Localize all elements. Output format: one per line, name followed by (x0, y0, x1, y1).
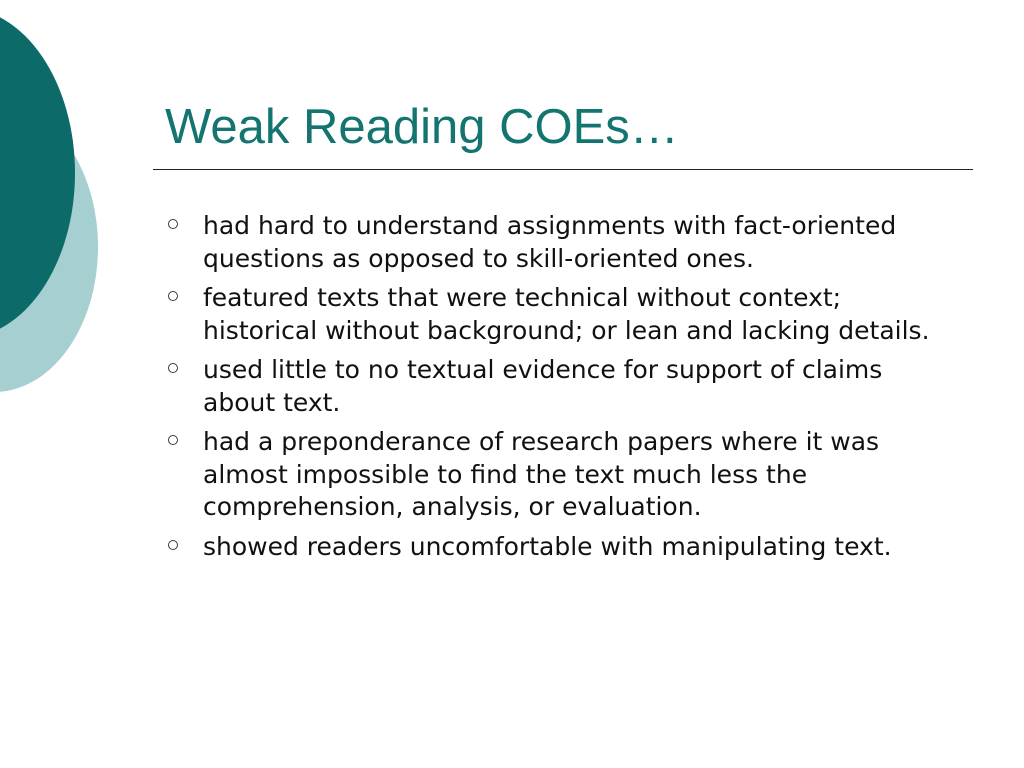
bullet-circle-icon (168, 219, 178, 229)
bullet-text: featured texts that were technical without context; historical without background; or lean and lacking details. (203, 283, 930, 345)
bullet-text: had hard to understand assignments with fact-oriented questions as opposed to skill-oriented ones. (203, 211, 897, 273)
bullet-list (165, 210, 955, 570)
bullet-item (165, 354, 955, 419)
bullet-item (165, 531, 955, 564)
bullet-circle-icon (168, 435, 178, 445)
bullet-text: used little to no textual evidence for support of claims about text. (203, 355, 883, 417)
bullet-item (165, 426, 955, 524)
bullet-circle-icon (168, 540, 178, 550)
bullet-item (165, 210, 955, 275)
bullet-text: had a preponderance of research papers where it was almost impossible to find the text much less the comprehension, analysis, or evaluation. (203, 427, 880, 521)
bullet-text: showed readers uncomfortable with manipulating text. (203, 531, 892, 561)
title-divider (153, 169, 973, 170)
bullet-circle-icon (168, 363, 178, 373)
slide-title: Weak Reading COEs… (165, 100, 679, 154)
bullet-item (165, 282, 955, 347)
bullet-circle-icon (168, 291, 178, 301)
